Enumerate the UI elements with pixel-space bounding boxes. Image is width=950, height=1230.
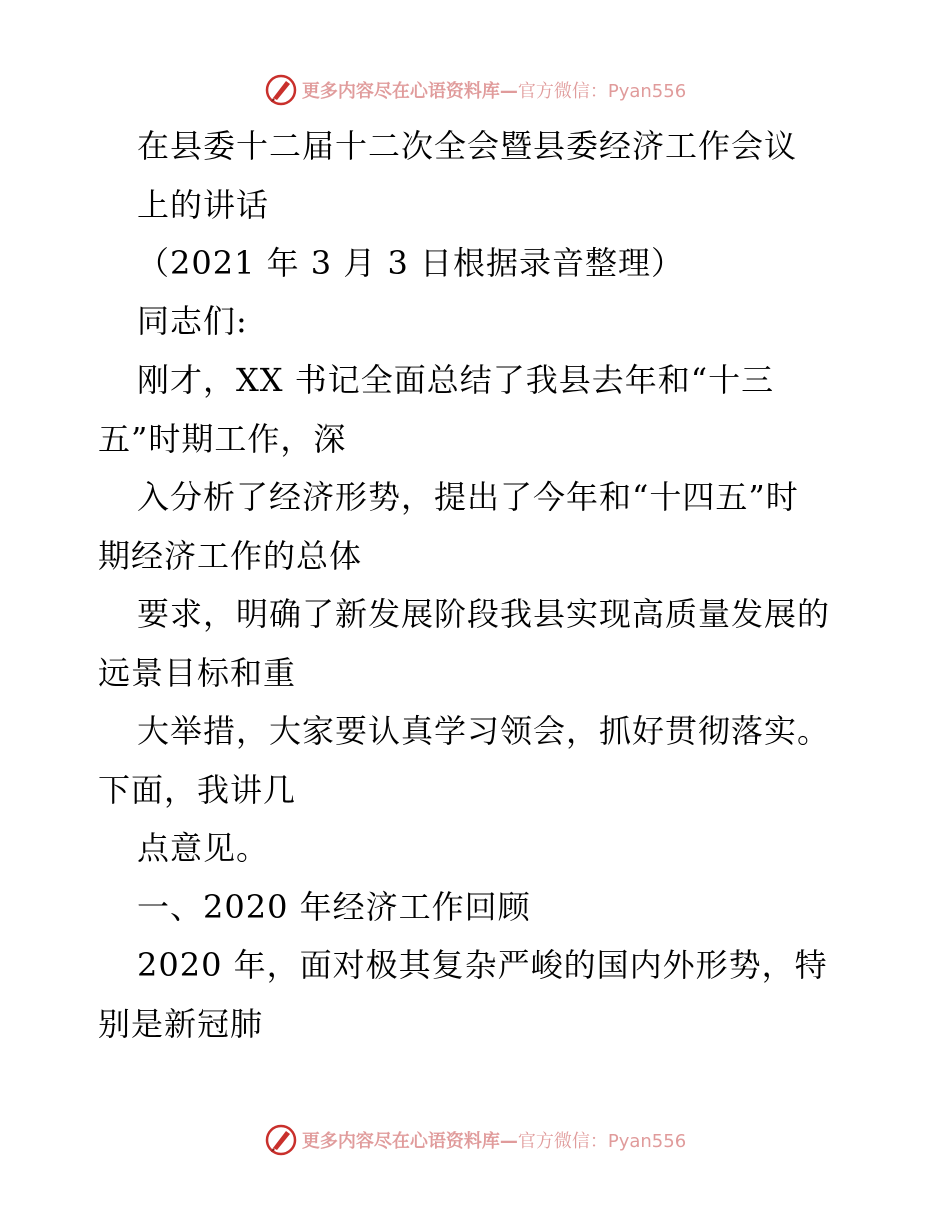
paragraph-line: 五”时期工作，深 — [98, 420, 347, 458]
paragraph-line: 要求，明确了新发展阶段我县实现高质量发展的 — [137, 595, 831, 633]
paragraph-line: 2020 年，面对极其复杂严峻的国内外形势，特 — [137, 946, 828, 984]
title-line-2: 上的讲话 — [137, 186, 270, 224]
watermark-contact: 官方微信：Pyan556 — [517, 81, 687, 102]
date-note: （2021 年 3 月 3 日根据录音整理） — [137, 244, 685, 282]
watermark-contact: 官方微信：Pyan556 — [517, 1131, 687, 1152]
footer-watermark — [0, 1123, 950, 1157]
paragraph-line: 点意见。 — [137, 829, 270, 867]
salutation: 同志们: — [137, 302, 248, 340]
paragraph-line: 入分析了经济形势，提出了今年和“十四五”时 — [137, 478, 799, 516]
paragraph-line: 刚才，XX 书记全面总结了我县去年和“十三 — [137, 361, 775, 399]
paragraph-line: 期经济工作的总体 — [98, 537, 363, 575]
quill-logo-icon — [264, 1123, 298, 1157]
paragraph-line: 远景目标和重 — [98, 654, 297, 692]
section-heading: 一、2020 年经济工作回顾 — [137, 888, 531, 926]
watermark-text: 更多内容尽在心语资料库— — [301, 81, 518, 102]
paragraph-line: 下面，我讲几 — [98, 771, 297, 809]
paragraph-line: 别是新冠肺 — [98, 1005, 264, 1043]
title-line-1: 在县委十二届十二次全会暨县委经济工作会议 — [137, 127, 798, 165]
watermark-text: 更多内容尽在心语资料库— — [301, 1131, 518, 1152]
paragraph-line: 大举措，大家要认真学习领会，抓好贯彻落实。 — [137, 712, 831, 750]
